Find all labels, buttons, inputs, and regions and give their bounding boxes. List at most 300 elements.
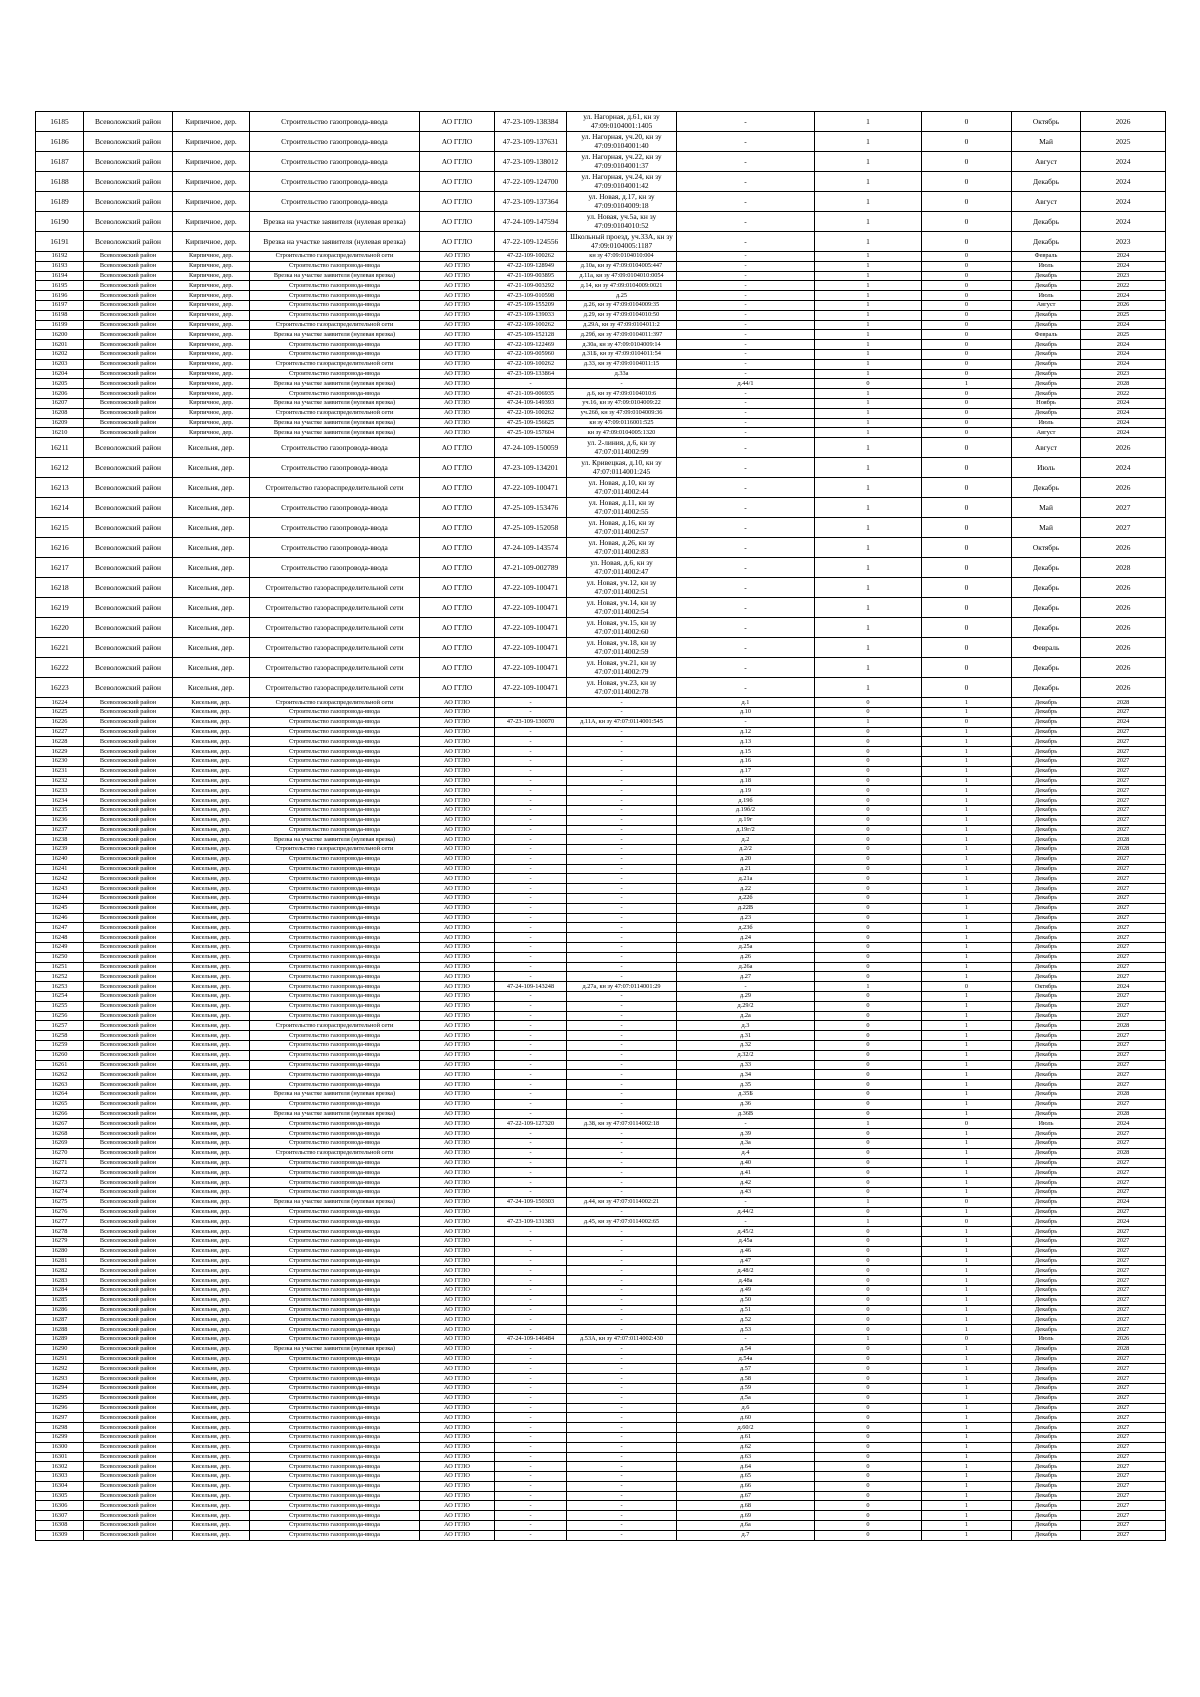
address-cell: д.33, кн зу 47:09:0104011:15	[567, 359, 677, 369]
house-cell: д.15	[677, 747, 815, 757]
house-cell: д.50	[677, 1295, 815, 1305]
indicator-a-cell: 1	[815, 112, 922, 132]
house-cell: д.25а	[677, 943, 815, 953]
locality-cell: Кисельня, дер.	[173, 1090, 250, 1100]
table-row	[36, 330, 1166, 340]
locality-cell: Кисельня, дер.	[173, 1178, 250, 1188]
row-number: 16216	[36, 538, 84, 558]
address-cell: д.33а	[567, 369, 677, 379]
month-cell: Декабрь	[1012, 1413, 1081, 1423]
indicator-b-cell: 1	[922, 943, 1012, 953]
address-cell: уч.26б, кн зу 47:09:0104009:36	[567, 408, 677, 418]
indicator-a-cell: 0	[815, 1031, 922, 1041]
district-cell: Всеволожский район	[84, 1197, 173, 1207]
year-cell: 2027	[1081, 894, 1166, 904]
indicator-a-cell: 0	[815, 972, 922, 982]
locality-cell: Кисельня, дер.	[173, 598, 250, 618]
month-cell: Декабрь	[1012, 1266, 1081, 1276]
row-number: 16304	[36, 1481, 84, 1491]
year-cell: 2027	[1081, 962, 1166, 972]
application-number-cell: -	[495, 747, 567, 757]
table-row	[36, 1276, 1166, 1286]
application-number-cell: -	[495, 1462, 567, 1472]
organization-cell: АО ГГЛО	[420, 1148, 495, 1158]
indicator-a-cell: 1	[815, 261, 922, 271]
application-number-cell: -	[495, 805, 567, 815]
address-cell: д.30а, кн зу 47:09:0104009:14	[567, 340, 677, 350]
locality-cell: Кисельня, дер.	[173, 1364, 250, 1374]
organization-cell: АО ГГЛО	[420, 1374, 495, 1384]
year-cell: 2023	[1081, 232, 1166, 252]
table-row	[36, 310, 1166, 320]
district-cell: Всеволожский район	[84, 835, 173, 845]
month-cell: Декабрь	[1012, 281, 1081, 291]
address-cell: -	[567, 1041, 677, 1051]
indicator-a-cell: 0	[815, 874, 922, 884]
district-cell: Всеволожский район	[84, 884, 173, 894]
year-cell: 2027	[1081, 786, 1166, 796]
table-row	[36, 1109, 1166, 1119]
indicator-a-cell: 1	[815, 498, 922, 518]
year-cell: 2026	[1081, 1334, 1166, 1344]
locality-cell: Кирпичное, дер.	[173, 340, 250, 350]
month-cell: Декабрь	[1012, 747, 1081, 757]
locality-cell: Кисельня, дер.	[173, 992, 250, 1002]
application-number-cell: -	[495, 1236, 567, 1246]
month-cell: Декабрь	[1012, 1374, 1081, 1384]
indicator-a-cell: 1	[815, 212, 922, 232]
locality-cell: Кисельня, дер.	[173, 913, 250, 923]
indicator-a-cell: 1	[815, 558, 922, 578]
indicator-b-cell: 1	[922, 1178, 1012, 1188]
data-table	[35, 111, 1166, 1541]
table-row	[36, 538, 1166, 558]
locality-cell: Кисельня, дер.	[173, 1285, 250, 1295]
organization-cell: АО ГГЛО	[420, 1011, 495, 1021]
house-cell: д.20	[677, 854, 815, 864]
year-cell: 2024	[1081, 291, 1166, 301]
indicator-b-cell: 0	[922, 518, 1012, 538]
address-cell: -	[567, 1344, 677, 1354]
year-cell: 2024	[1081, 1217, 1166, 1227]
application-number-cell: 47-22-109-124556	[495, 232, 567, 252]
indicator-a-cell: 0	[815, 1090, 922, 1100]
district-cell: Всеволожский район	[84, 1334, 173, 1344]
indicator-a-cell: 0	[815, 1344, 922, 1354]
organization-cell: АО ГГЛО	[420, 658, 495, 678]
indicator-b-cell: 1	[922, 1236, 1012, 1246]
work-type-cell: Строительство газопровода-ввода	[250, 1178, 420, 1188]
indicator-b-cell: 1	[922, 894, 1012, 904]
locality-cell: Кисельня, дер.	[173, 894, 250, 904]
indicator-b-cell: 1	[922, 1472, 1012, 1482]
table-row	[36, 1521, 1166, 1531]
indicator-b-cell: 1	[922, 1374, 1012, 1384]
work-type-cell: Строительство газопровода-ввода	[250, 1060, 420, 1070]
address-cell: ул. Новая, д.11, кн зу 47:07:0114002:55	[567, 498, 677, 518]
district-cell: Всеволожский район	[84, 747, 173, 757]
row-number: 16246	[36, 913, 84, 923]
table-row	[36, 707, 1166, 717]
table-row	[36, 192, 1166, 212]
house-cell: д.66	[677, 1481, 815, 1491]
organization-cell: АО ГГЛО	[420, 1530, 495, 1540]
table-row	[36, 252, 1166, 262]
locality-cell: Кирпичное, дер.	[173, 252, 250, 262]
application-number-cell: -	[495, 1031, 567, 1041]
district-cell: Всеволожский район	[84, 737, 173, 747]
row-number: 16288	[36, 1325, 84, 1335]
address-cell: -	[567, 747, 677, 757]
organization-cell: АО ГГЛО	[420, 340, 495, 350]
address-cell: -	[567, 1246, 677, 1256]
locality-cell: Кирпичное, дер.	[173, 428, 250, 438]
work-type-cell: Строительство газопровода-ввода	[250, 1305, 420, 1315]
indicator-b-cell: 0	[922, 458, 1012, 478]
work-type-cell: Строительство газопровода-ввода	[250, 369, 420, 379]
locality-cell: Кирпичное, дер.	[173, 300, 250, 310]
district-cell: Всеволожский район	[84, 786, 173, 796]
indicator-a-cell: 1	[815, 281, 922, 291]
application-number-cell: 47-25-109-153476	[495, 498, 567, 518]
table-row	[36, 1285, 1166, 1295]
house-cell: д.16	[677, 756, 815, 766]
organization-cell: АО ГГЛО	[420, 972, 495, 982]
indicator-a-cell: 1	[815, 252, 922, 262]
district-cell: Всеволожский район	[84, 776, 173, 786]
year-cell: 2027	[1081, 1168, 1166, 1178]
indicator-b-cell: 1	[922, 1315, 1012, 1325]
month-cell: Декабрь	[1012, 1168, 1081, 1178]
house-cell: д.1	[677, 698, 815, 708]
organization-cell: АО ГГЛО	[420, 1491, 495, 1501]
house-cell: д.32	[677, 1041, 815, 1051]
application-number-cell: -	[495, 943, 567, 953]
indicator-a-cell: 0	[815, 815, 922, 825]
month-cell: Декабрь	[1012, 598, 1081, 618]
indicator-a-cell: 0	[815, 1325, 922, 1335]
district-cell: Всеволожский район	[84, 1168, 173, 1178]
district-cell: Всеволожский район	[84, 498, 173, 518]
month-cell: Декабрь	[1012, 835, 1081, 845]
indicator-b-cell: 1	[922, 1403, 1012, 1413]
house-cell: д.32/2	[677, 1050, 815, 1060]
work-type-cell: Строительство газопровода-ввода	[250, 1354, 420, 1364]
work-type-cell: Строительство газопровода-ввода	[250, 1031, 420, 1041]
locality-cell: Кисельня, дер.	[173, 1168, 250, 1178]
district-cell: Всеволожский район	[84, 281, 173, 291]
work-type-cell: Строительство газопровода-ввода	[250, 737, 420, 747]
table-row	[36, 903, 1166, 913]
address-cell: -	[567, 1325, 677, 1335]
district-cell: Всеволожский район	[84, 172, 173, 192]
locality-cell: Кисельня, дер.	[173, 727, 250, 737]
locality-cell: Кисельня, дер.	[173, 933, 250, 943]
indicator-b-cell: 1	[922, 796, 1012, 806]
locality-cell: Кисельня, дер.	[173, 1334, 250, 1344]
table-row	[36, 1334, 1166, 1344]
indicator-b-cell: 0	[922, 271, 1012, 281]
organization-cell: АО ГГЛО	[420, 982, 495, 992]
organization-cell: АО ГГЛО	[420, 1197, 495, 1207]
application-number-cell: 47-21-109-003292	[495, 281, 567, 291]
row-number: 16300	[36, 1442, 84, 1452]
work-type-cell: Строительство газопровода-ввода	[250, 1139, 420, 1149]
application-number-cell: 47-22-109-128949	[495, 261, 567, 271]
month-cell: Декабрь	[1012, 962, 1081, 972]
work-type-cell: Врезка на участке заявителя (нулевая врезка)	[250, 1344, 420, 1354]
house-cell: д.21а	[677, 874, 815, 884]
month-cell: Декабрь	[1012, 1011, 1081, 1021]
month-cell: Декабрь	[1012, 1139, 1081, 1149]
work-type-cell: Строительство газораспределительной сети	[250, 1021, 420, 1031]
district-cell: Всеволожский район	[84, 261, 173, 271]
address-cell: -	[567, 1305, 677, 1315]
row-number: 16240	[36, 854, 84, 864]
indicator-a-cell: 0	[815, 1295, 922, 1305]
organization-cell: АО ГГЛО	[420, 369, 495, 379]
application-number-cell: -	[495, 1295, 567, 1305]
month-cell: Декабрь	[1012, 766, 1081, 776]
row-number: 16250	[36, 952, 84, 962]
application-number-cell: 47-22-109-100262	[495, 359, 567, 369]
house-cell: -	[677, 598, 815, 618]
work-type-cell: Строительство газопровода-ввода	[250, 1491, 420, 1501]
month-cell: Декабрь	[1012, 271, 1081, 281]
application-number-cell: 47-21-109-002789	[495, 558, 567, 578]
row-number: 16255	[36, 1001, 84, 1011]
district-cell: Всеволожский район	[84, 1403, 173, 1413]
address-cell: ул. Кривецкая, д.10, кн зу 47:07:0114001:245	[567, 458, 677, 478]
application-number-cell: -	[495, 786, 567, 796]
indicator-a-cell: 0	[815, 1187, 922, 1197]
row-number: 16278	[36, 1227, 84, 1237]
work-type-cell: Строительство газораспределительной сети	[250, 678, 420, 698]
row-number: 16225	[36, 707, 84, 717]
work-type-cell: Строительство газопровода-ввода	[250, 1070, 420, 1080]
table-row	[36, 1432, 1166, 1442]
organization-cell: АО ГГЛО	[420, 618, 495, 638]
district-cell: Всеволожский район	[84, 805, 173, 815]
district-cell: Всеволожский район	[84, 1227, 173, 1237]
organization-cell: АО ГГЛО	[420, 1119, 495, 1129]
district-cell: Всеволожский район	[84, 1070, 173, 1080]
house-cell: д.60	[677, 1413, 815, 1423]
address-cell: ул. Нагорная, д.61, кн зу 47:09:0104001:1405	[567, 112, 677, 132]
address-cell: -	[567, 1187, 677, 1197]
house-cell: д.65	[677, 1472, 815, 1482]
locality-cell: Кисельня, дер.	[173, 756, 250, 766]
district-cell: Всеволожский район	[84, 152, 173, 172]
address-cell: -	[567, 786, 677, 796]
table-row	[36, 776, 1166, 786]
application-number-cell: 47-24-109-147594	[495, 212, 567, 232]
table-row	[36, 835, 1166, 845]
work-type-cell: Строительство газораспределительной сети	[250, 252, 420, 262]
district-cell: Всеволожский район	[84, 1305, 173, 1315]
row-number: 16193	[36, 261, 84, 271]
year-cell: 2027	[1081, 1129, 1166, 1139]
indicator-b-cell: 1	[922, 962, 1012, 972]
table-row	[36, 952, 1166, 962]
year-cell: 2026	[1081, 578, 1166, 598]
house-cell: д.48/2	[677, 1266, 815, 1276]
month-cell: Декабрь	[1012, 1521, 1081, 1531]
application-number-cell: -	[495, 1344, 567, 1354]
organization-cell: АО ГГЛО	[420, 717, 495, 727]
month-cell: Декабрь	[1012, 359, 1081, 369]
month-cell: Декабрь	[1012, 408, 1081, 418]
indicator-b-cell: 1	[922, 1060, 1012, 1070]
row-number: 16186	[36, 132, 84, 152]
table-row	[36, 349, 1166, 359]
indicator-b-cell: 1	[922, 815, 1012, 825]
organization-cell: АО ГГЛО	[420, 678, 495, 698]
year-cell: 2026	[1081, 112, 1166, 132]
organization-cell: АО ГГЛО	[420, 864, 495, 874]
table-row	[36, 478, 1166, 498]
indicator-b-cell: 1	[922, 1109, 1012, 1119]
address-cell: -	[567, 1227, 677, 1237]
application-number-cell: -	[495, 913, 567, 923]
row-number: 16284	[36, 1285, 84, 1295]
locality-cell: Кисельня, дер.	[173, 1530, 250, 1540]
month-cell: Декабрь	[1012, 618, 1081, 638]
district-cell: Всеволожский район	[84, 1501, 173, 1511]
table-row	[36, 1041, 1166, 1051]
organization-cell: АО ГГЛО	[420, 1403, 495, 1413]
house-cell: -	[677, 678, 815, 698]
table-row	[36, 618, 1166, 638]
month-cell: Декабрь	[1012, 1070, 1081, 1080]
address-cell: -	[567, 1099, 677, 1109]
month-cell: Декабрь	[1012, 1031, 1081, 1041]
indicator-a-cell: 0	[815, 1354, 922, 1364]
organization-cell: АО ГГЛО	[420, 707, 495, 717]
district-cell: Всеволожский район	[84, 707, 173, 717]
month-cell: Декабрь	[1012, 1256, 1081, 1266]
month-cell: Декабрь	[1012, 1462, 1081, 1472]
district-cell: Всеволожский район	[84, 340, 173, 350]
district-cell: Всеволожский район	[84, 1187, 173, 1197]
indicator-b-cell: 0	[922, 558, 1012, 578]
locality-cell: Кирпичное, дер.	[173, 408, 250, 418]
indicator-a-cell: 0	[815, 1099, 922, 1109]
address-cell: -	[567, 776, 677, 786]
locality-cell: Кисельня, дер.	[173, 638, 250, 658]
address-cell: -	[567, 1315, 677, 1325]
work-type-cell: Врезка на участке заявителя (нулевая врезка)	[250, 212, 420, 232]
year-cell: 2027	[1081, 1099, 1166, 1109]
district-cell: Всеволожский район	[84, 1462, 173, 1472]
organization-cell: АО ГГЛО	[420, 1481, 495, 1491]
organization-cell: АО ГГЛО	[420, 1423, 495, 1433]
row-number: 16308	[36, 1521, 84, 1531]
year-cell: 2022	[1081, 281, 1166, 291]
organization-cell: АО ГГЛО	[420, 1432, 495, 1442]
row-number: 16220	[36, 618, 84, 638]
organization-cell: АО ГГЛО	[420, 1236, 495, 1246]
work-type-cell: Строительство газопровода-ввода	[250, 558, 420, 578]
district-cell: Всеволожский район	[84, 982, 173, 992]
organization-cell: АО ГГЛО	[420, 1246, 495, 1256]
address-cell: д.38, кн зу 47:07:0114002:18	[567, 1119, 677, 1129]
application-number-cell: -	[495, 1511, 567, 1521]
locality-cell: Кирпичное, дер.	[173, 271, 250, 281]
indicator-a-cell: 0	[815, 1139, 922, 1149]
year-cell: 2027	[1081, 1305, 1166, 1315]
row-number: 16265	[36, 1099, 84, 1109]
month-cell: Декабрь	[1012, 933, 1081, 943]
address-cell: -	[567, 1413, 677, 1423]
district-cell: Всеволожский район	[84, 1364, 173, 1374]
year-cell: 2024	[1081, 252, 1166, 262]
month-cell: Декабрь	[1012, 952, 1081, 962]
table-row	[36, 1197, 1166, 1207]
row-number: 16309	[36, 1530, 84, 1540]
year-cell: 2027	[1081, 1521, 1166, 1531]
year-cell: 2028	[1081, 1090, 1166, 1100]
locality-cell: Кирпичное, дер.	[173, 359, 250, 369]
indicator-b-cell: 0	[922, 132, 1012, 152]
locality-cell: Кисельня, дер.	[173, 1217, 250, 1227]
address-cell: -	[567, 1403, 677, 1413]
row-number: 16205	[36, 379, 84, 389]
table-row	[36, 1099, 1166, 1109]
row-number: 16229	[36, 747, 84, 757]
indicator-b-cell: 0	[922, 1197, 1012, 1207]
application-number-cell: -	[495, 756, 567, 766]
organization-cell: АО ГГЛО	[420, 1090, 495, 1100]
month-cell: Октябрь	[1012, 982, 1081, 992]
month-cell: Декабрь	[1012, 845, 1081, 855]
work-type-cell: Строительство газопровода-ввода	[250, 727, 420, 737]
row-number: 16233	[36, 786, 84, 796]
year-cell: 2024	[1081, 349, 1166, 359]
month-cell: Декабрь	[1012, 717, 1081, 727]
indicator-b-cell: 0	[922, 408, 1012, 418]
district-cell: Всеволожский район	[84, 1530, 173, 1540]
year-cell: 2027	[1081, 1276, 1166, 1286]
address-cell: -	[567, 796, 677, 806]
organization-cell: АО ГГЛО	[420, 1099, 495, 1109]
address-cell: -	[567, 815, 677, 825]
district-cell: Всеволожский район	[84, 903, 173, 913]
district-cell: Всеволожский район	[84, 923, 173, 933]
indicator-a-cell: 0	[815, 903, 922, 913]
year-cell: 2026	[1081, 678, 1166, 698]
month-cell: Декабрь	[1012, 786, 1081, 796]
indicator-a-cell: 0	[815, 1021, 922, 1031]
work-type-cell: Строительство газопровода-ввода	[250, 1227, 420, 1237]
indicator-b-cell: 1	[922, 1021, 1012, 1031]
indicator-b-cell: 0	[922, 428, 1012, 438]
work-type-cell: Строительство газопровода-ввода	[250, 1452, 420, 1462]
address-cell: ул. Новая, д.6, кн зу 47:07:0114002:47	[567, 558, 677, 578]
application-number-cell: -	[495, 707, 567, 717]
locality-cell: Кисельня, дер.	[173, 1139, 250, 1149]
work-type-cell: Строительство газопровода-ввода	[250, 992, 420, 1002]
address-cell: -	[567, 874, 677, 884]
month-cell: Декабрь	[1012, 389, 1081, 399]
locality-cell: Кисельня, дер.	[173, 1452, 250, 1462]
indicator-b-cell: 0	[922, 232, 1012, 252]
house-cell: д.41	[677, 1168, 815, 1178]
locality-cell: Кисельня, дер.	[173, 845, 250, 855]
row-number: 16218	[36, 578, 84, 598]
indicator-b-cell: 1	[922, 737, 1012, 747]
indicator-b-cell: 1	[922, 1041, 1012, 1051]
